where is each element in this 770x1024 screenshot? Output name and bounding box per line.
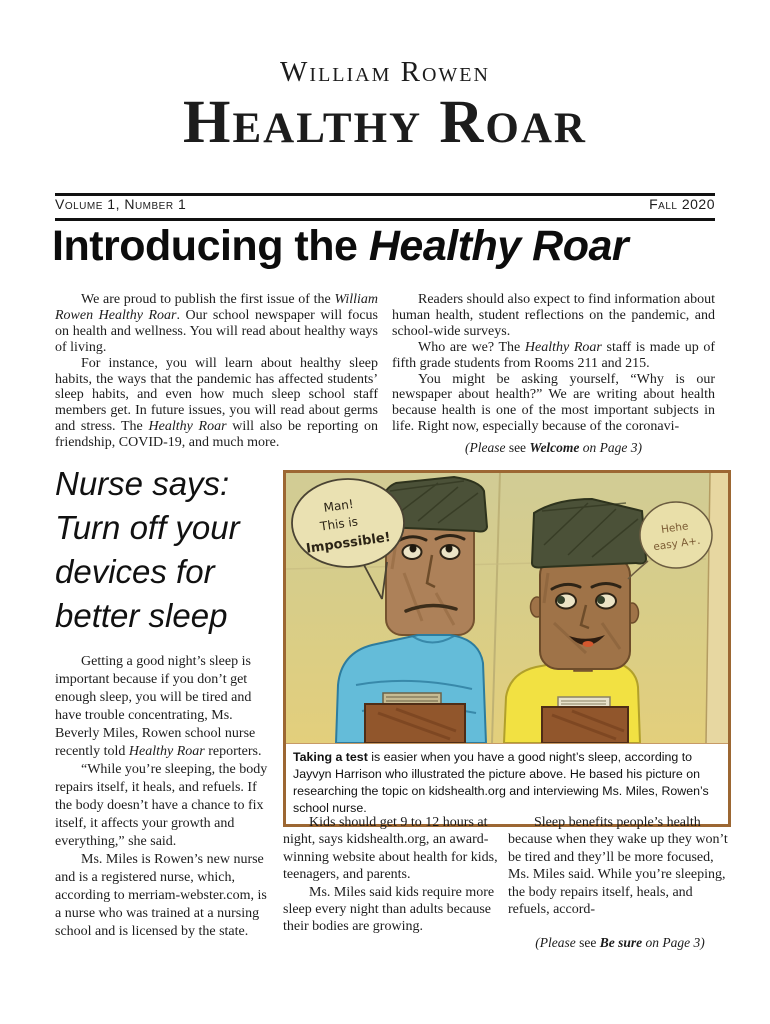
text-segment: You might be asking yourself, “Why is our newspaper about health?” We are writing about health because health is one of the most important subjects in life. Right now, especially because of the coronavi-	[392, 371, 715, 435]
paragraph	[392, 340, 715, 372]
lead-headline	[52, 222, 628, 271]
speech-bubble-text: easy A+.	[652, 534, 702, 554]
jump-line-welcome	[392, 440, 715, 456]
boy-right-hair	[532, 499, 646, 568]
paragraph	[283, 884, 504, 936]
text-segment: Getting a good night’s sleep is important because if you don’t get enough sleep, you will be tired and have trouble concentrating, Ms. Beverly Miles, Rowen school nurse recently told	[55, 653, 256, 759]
text-segment: Ms. Miles is Rowen’s new nurse and is a registered nurse, which, according to merriam-webster.com, is a nurse who was trained at a nursing school and is licensed by the state.	[55, 851, 267, 939]
boy-left-clipboard	[365, 704, 465, 743]
nurse-body-text	[55, 653, 272, 941]
boy-right-pupil	[597, 596, 605, 604]
nurse-headline: Nurse says: Turn off your devices for better sleep	[55, 465, 240, 634]
paragraph	[55, 292, 378, 356]
jump-line-be-sure	[508, 934, 732, 951]
text-segment: Healthy Roar	[368, 222, 629, 270]
nurse-story-column	[55, 462, 272, 941]
lead-story-columns	[55, 292, 715, 456]
figure-caption	[286, 743, 728, 824]
masthead-rule-bottom	[55, 218, 715, 221]
text-segment: Sleep benefits people’s health because when they wake up they won’t be tired and they’ll be more focused, Ms. Miles said. While you’re sleeping, the body repairs itself, heals, and refuels, accord-	[508, 815, 728, 918]
text-segment: on Page 3)	[642, 935, 705, 951]
speech-bubble-text: This is	[319, 514, 359, 534]
masthead-title: Healthy Roar	[183, 89, 587, 156]
student-drawing-figure	[283, 470, 731, 827]
paragraph	[392, 372, 715, 436]
boy-right-pupil	[557, 596, 565, 604]
text-segment: Introducing the	[52, 222, 369, 270]
text-segment: see	[508, 440, 530, 456]
issue-date: Fall 2020	[649, 196, 715, 212]
issue-line	[55, 196, 715, 212]
masthead-school-name: William Rowen	[280, 56, 490, 88]
continuation-column-middle	[283, 814, 504, 936]
boy-left-pupil	[446, 545, 453, 553]
paragraph	[283, 814, 504, 884]
text-segment: Who are we? The	[418, 339, 525, 355]
text-segment: see	[579, 935, 600, 951]
text-segment: Welcome	[529, 440, 580, 456]
text-segment: We are proud to publish the first issue of the	[81, 292, 335, 307]
text-segment: William Rowen Healthy Roar	[55, 292, 378, 323]
text-segment: Readers should also expect to find information about human health, student reflections on the pandemic, and school-wide surveys.	[392, 292, 715, 339]
text-segment: Be sure	[599, 935, 643, 951]
boy-right-tongue	[583, 641, 594, 647]
paragraph	[392, 292, 715, 340]
text-segment: on Page 3)	[579, 440, 643, 456]
paragraph	[55, 356, 378, 451]
continuation-column-right	[508, 814, 732, 952]
speech-bubble-text: Man!	[322, 496, 355, 515]
text-segment: staff is made up of fifth grade students from Rooms 211 and 215.	[392, 339, 715, 371]
lead-column-right	[392, 292, 715, 456]
text-segment: will also be reporting on friendship, COVID-19, and much more.	[55, 419, 378, 451]
text-segment: (Please	[464, 440, 509, 456]
continuation-column-right-text	[508, 814, 732, 918]
paragraph	[55, 851, 272, 941]
paragraph	[55, 653, 272, 761]
paragraph	[55, 761, 272, 851]
student-drawing	[286, 473, 728, 743]
issue-volume: Volume 1, Number 1	[55, 196, 187, 212]
text-segment: Taking a test	[293, 750, 368, 764]
text-segment: Ms. Miles said kids require more sleep every night than adults because their bodies are growing.	[283, 884, 495, 935]
lead-column-left	[55, 292, 378, 456]
text-segment: reporters.	[204, 743, 262, 759]
text-segment: For instance, you will learn about healthy sleep habits, the ways that the pandemic has affected students’ sleep habits, and even how much sleep school staff members get. In future issues, you will read about germs and stress. The	[55, 355, 378, 435]
text-segment: (Please	[535, 935, 580, 951]
text-segment: is easier when you have a good night’s sleep, according to Jayvyn Harrison who illustrated the picture above. He based his picture on researching the topic on kidshealth.org and interviewing Ms. Miles, Rowen’s school nurse.	[293, 750, 709, 815]
text-segment: . Our school newspaper will focus on health and wellness. You will read about healthy ways of living.	[55, 307, 379, 355]
text-segment: “While you’re sleeping, the body repairs itself, it heals, and refuels. If the body doesn’t have a chance to fix itself, it affects your growth and everything,” she said.	[55, 761, 268, 849]
speech-bubble-text: Hehe	[660, 520, 690, 536]
lead-column-right-text	[392, 292, 715, 435]
text-segment: Healthy Roar	[128, 743, 205, 759]
paragraph	[508, 814, 732, 918]
text-segment: Kids should get 9 to 12 hours at night, says kidshealth.org, an award-winning website about health for kids, teenagers, and parents.	[283, 815, 498, 883]
text-segment: Healthy Roar	[148, 419, 227, 435]
text-segment: Healthy Roar	[524, 339, 602, 355]
speech-bubble-text: Impossible!	[305, 530, 392, 557]
boy-left-pupil	[410, 545, 417, 553]
